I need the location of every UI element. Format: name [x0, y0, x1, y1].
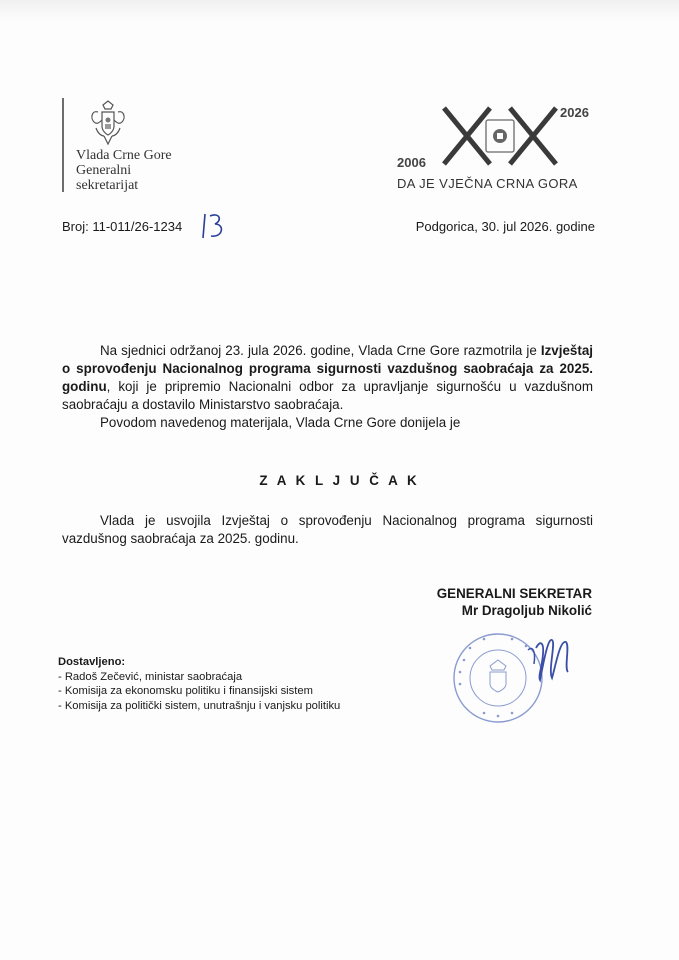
distribution-item: - Komisija za politički sistem, unutrašnju i vanjsku politiku [58, 699, 341, 712]
handwritten-number-icon [201, 210, 227, 242]
body-text [62, 342, 593, 432]
distribution-title: Dostavljeno: [58, 656, 126, 668]
document-number: Broj: 11-011/26-1234 [62, 219, 183, 234]
scan-shadow [0, 0, 679, 22]
signatory-name: Mr Dragoljub Nikolić [461, 603, 592, 618]
government-header [62, 98, 222, 198]
gov-name-line-2: Generalni [76, 163, 132, 178]
decision-text [62, 512, 593, 548]
decision-paragraph: Vlada je usvojila Izvještaj o sprovođenju Nacionalnog programa sigurnosti vazdušnog saobraćaja za 2025. godinu. [62, 513, 593, 546]
logo-year-start: 2006 [397, 155, 426, 170]
government-name [76, 148, 172, 193]
distribution-item: - Komisija za ekonomsku politiku i finansijski sistem [58, 685, 313, 697]
decision-intro: Povodom navedenog materijala, Vlada Crne Gore donijela je [100, 415, 461, 430]
report-title: Izvještaj o sprovođenju Nacionalnog programa sigurnosti vazdušnog saobraćaja za 2025. godinu [62, 343, 593, 394]
distribution-list [58, 655, 340, 713]
jubilee-logo [392, 100, 602, 196]
montenegro-coat-of-arms-icon [88, 100, 128, 146]
intro-text-end: , koji je pripremio Nacionalni odbor za upravljanje sigurnošću u vazdušnom saobraćaju a dostavilo Ministarstvo saobraćaja. [62, 379, 593, 412]
place-and-date: Podgorica, 30. jul 2026. godine [415, 219, 595, 234]
signatory-title: GENERALNI SEKRETAR [436, 586, 592, 601]
intro-text: Na sjednici održanoj 23. jula 2026. godine, Vlada Crne Gore razmotrila je [100, 343, 541, 358]
distribution-item: - Radoš Zečević, ministar saobraćaja [58, 670, 243, 683]
header-divider [62, 98, 64, 192]
gov-name-line-3: sekretarijat [76, 178, 139, 193]
conclusion-heading: Z A K L J U Č A K [259, 473, 420, 488]
official-stamp-icon [440, 620, 580, 730]
gov-name-line-1: Vlada Crne Gore [76, 148, 172, 163]
logo-motto: DA JE VJEČNA CRNA GORA [397, 176, 578, 191]
logo-year-end: 2026 [560, 105, 589, 120]
intro-paragraph [62, 342, 593, 414]
